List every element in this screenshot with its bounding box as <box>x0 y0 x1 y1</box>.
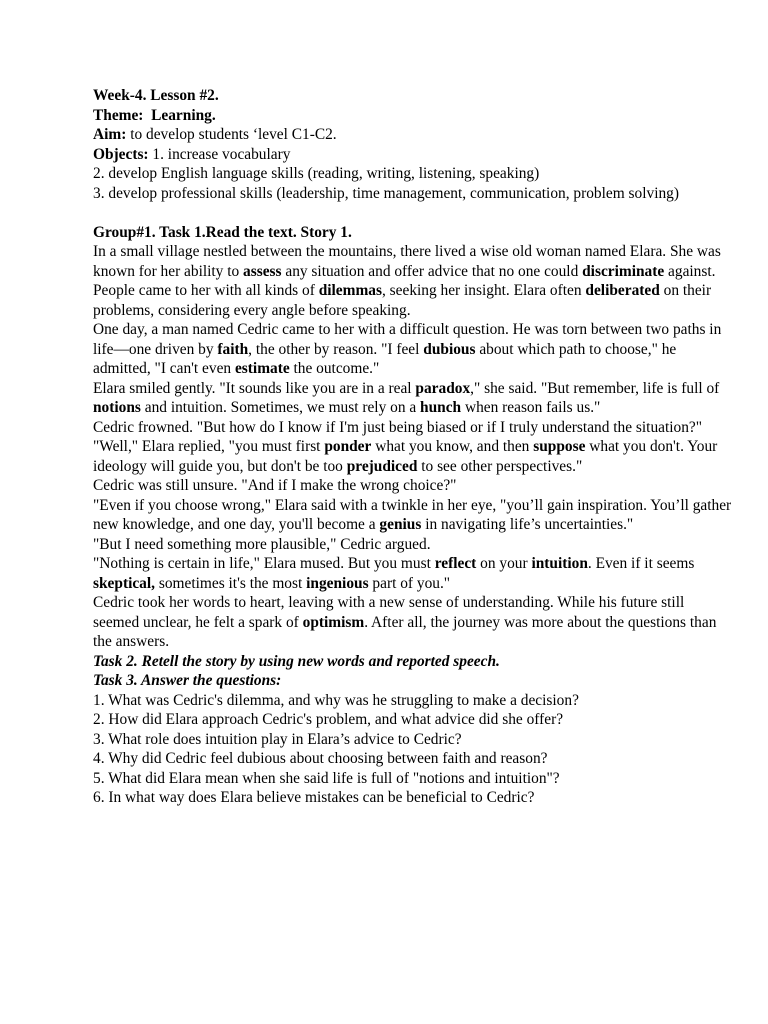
story-text: ," she said. "But remember, life is full of <box>470 379 720 397</box>
task3-heading: Task 3. Answer the questions: <box>93 672 282 689</box>
story-paragraph-9 <box>93 554 733 593</box>
objects-label: Objects: <box>93 145 149 163</box>
story-text: about which path to choose," he admitted, "I can't even <box>93 340 677 377</box>
vocabulary-word: suppose <box>533 438 586 455</box>
story-text: sometimes it's the most <box>155 574 307 592</box>
story-text: , seeking her insight. Elara often <box>381 282 586 299</box>
story-text: "Even if you choose wrong," Elara said with a twinkle in her eye, "you’ll gain inspiration. You’ll gather new knowledge, and one day, you'll become a <box>93 496 732 533</box>
vocabulary-word: faith <box>217 340 249 358</box>
story-text: on their problems, considering every angle before speaking. <box>93 282 712 319</box>
story-paragraph-5 <box>93 437 733 476</box>
vocabulary-word: assess <box>243 262 282 280</box>
story-text: when reason fails us." <box>461 399 601 416</box>
vocabulary-word: genius <box>379 516 422 533</box>
objects-first: 1. increase vocabulary <box>148 145 291 163</box>
story-text: to see other perspectives." <box>417 457 583 475</box>
story-paragraph-6 <box>93 476 733 496</box>
story-paragraph-1 <box>93 242 733 320</box>
vocabulary-word: reflect <box>434 555 477 572</box>
story-text: what you don't. Your ideology will guide you, but don't be too <box>93 438 718 475</box>
story-text: in navigating life’s uncertainties." <box>421 516 634 533</box>
question-item: 4. Why did Cedric feel dubious about choosing between faith and reason? <box>93 750 548 767</box>
story-text: Cedric was still unsure. "And if I make the wrong choice?" <box>93 477 457 494</box>
story-text: Elara smiled gently. "It sounds like you are in a real <box>93 379 416 397</box>
vocabulary-word: hunch <box>420 399 462 416</box>
vocabulary-word: prejudiced <box>346 457 418 475</box>
vocabulary-word: estimate <box>234 360 290 377</box>
question-item: 3. What role does intuition play in Elara’s advice to Cedric? <box>93 730 462 748</box>
task2-heading: Task 2. Retell the story by using new words and reported speech. <box>93 652 500 670</box>
story-text: . Even if it seems <box>587 555 695 572</box>
week-lesson-heading: Week-4. Lesson #2. <box>93 87 219 104</box>
story-text: Cedric took her words to heart, leaving with a new sense of understanding. While his future still seemed unclear, he felt a spark of <box>93 594 685 631</box>
spacer <box>93 203 733 223</box>
vocabulary-word: dubious <box>423 340 476 358</box>
story-paragraph-2 <box>93 320 733 379</box>
question-item: 6. In what way does Elara believe mistakes can be beneficial to Cedric? <box>93 789 535 806</box>
story-text: any situation and offer advice that no one could <box>281 262 583 280</box>
story-paragraph-4 <box>93 418 733 438</box>
theme-label: Theme: <box>93 106 144 124</box>
question-item: 2. How did Elara approach Cedric's problem, and what advice did she offer? <box>93 711 564 728</box>
question-item: 5. What did Elara mean when she said life is full of "notions and intuition"? <box>93 769 560 787</box>
vocabulary-word: skeptical, <box>93 574 155 592</box>
vocabulary-word: notions <box>93 399 141 416</box>
story-paragraph-7 <box>93 496 733 535</box>
document-page <box>93 86 733 808</box>
story-paragraph-3 <box>93 379 733 418</box>
aim-line <box>93 125 733 145</box>
objects-item: 2. develop English language skills (reading, writing, listening, speaking) <box>93 165 540 182</box>
aim-label: Aim: <box>93 126 127 143</box>
story-text: "Well," Elara replied, "you must first <box>93 438 325 455</box>
vocabulary-word: ponder <box>324 438 372 455</box>
story-text: what you know, and then <box>371 438 534 455</box>
vocabulary-word: deliberated <box>585 282 660 299</box>
story-text: Cedric frowned. "But how do I know if I'm just being biased or if I truly understand the situation?" <box>93 418 703 436</box>
story-text: One day, a man named Cedric came to her with a difficult question. He was torn between two paths in life—one driven by <box>93 321 722 358</box>
task1-heading: Group#1. Task 1.Read the text. Story 1. <box>93 223 352 241</box>
theme-line <box>93 106 733 126</box>
story-text: against. People came to her with all kinds of <box>93 262 716 299</box>
story-text: "Nothing is certain in life," Elara mused. But you must <box>93 555 435 572</box>
question-item: 1. What was Cedric's dilemma, and why was he struggling to make a decision? <box>93 691 579 709</box>
vocabulary-word: optimism <box>302 613 365 631</box>
vocabulary-word: discriminate <box>582 262 665 280</box>
vocabulary-word: dilemmas <box>318 282 382 299</box>
story-text: . After all, the journey was more about the questions than the answers. <box>93 613 717 650</box>
vocabulary-word: intuition <box>531 555 588 572</box>
story-text: In a small village nestled between the mountains, there lived a wise old woman named Elara. She was known for her ability to <box>93 243 721 280</box>
story-text: the outcome." <box>289 360 380 377</box>
vocabulary-word: ingenious <box>306 574 369 592</box>
story-text: "But I need something more plausible," Cedric argued. <box>93 535 431 553</box>
vocabulary-word: paradox <box>415 379 471 397</box>
objects-item: 3. develop professional skills (leadership, time management, communication, problem solving) <box>93 184 679 202</box>
story-paragraph-10 <box>93 593 733 652</box>
story-text: and intuition. Sometimes, we must rely on a <box>140 399 421 416</box>
aim-value: to develop students ‘level C1-C2. <box>126 126 337 143</box>
story-paragraph-8 <box>93 535 733 555</box>
theme-value: Learning. <box>151 106 216 124</box>
story-text: on your <box>476 555 532 572</box>
story-text: , the other by reason. "I feel <box>248 340 424 358</box>
objects-line <box>93 145 733 165</box>
story-text: part of you." <box>368 574 451 592</box>
